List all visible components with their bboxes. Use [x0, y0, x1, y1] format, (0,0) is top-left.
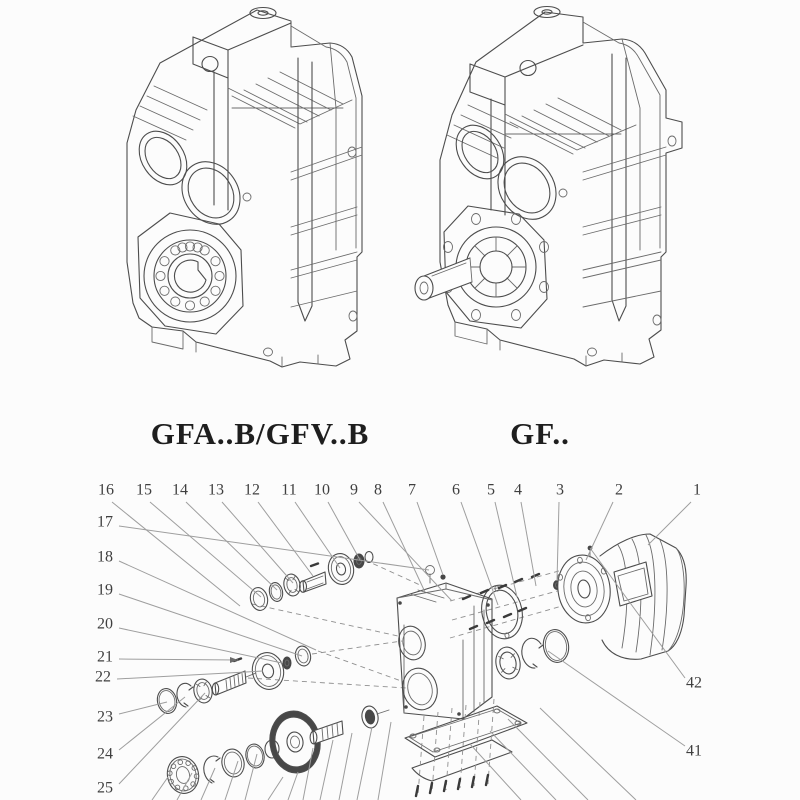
part-number-10: 10 [314, 481, 330, 499]
truncated-leader-line [508, 719, 588, 800]
truncated-leader-line [201, 768, 215, 800]
output-shaft-assembly [164, 705, 389, 797]
truncated-leader-line [470, 744, 521, 800]
part-number-2: 2 [615, 481, 623, 499]
leader-line-41 [548, 651, 685, 746]
part-number-6: 6 [452, 481, 460, 499]
leader-line-21 [119, 659, 238, 660]
leader-line-17 [119, 526, 429, 570]
part-number-20: 20 [97, 615, 113, 633]
leader-line-9 [359, 502, 452, 601]
part-number-21: 21 [97, 648, 113, 666]
truncated-leader-line [268, 777, 283, 800]
part-number-7: 7 [408, 481, 416, 499]
part-number-24: 24 [97, 745, 113, 763]
part-number-14: 14 [172, 481, 188, 499]
leader-line-2 [586, 502, 613, 560]
bearing-roller-ring [156, 242, 224, 310]
gearbox-drawing-hollow-shaft [127, 8, 362, 368]
leader-line-18 [119, 561, 316, 650]
leader-line-24 [119, 697, 185, 750]
truncated-leader-line [225, 761, 238, 800]
part-number-16: 16 [98, 481, 114, 499]
truncated-leader-line [357, 727, 372, 800]
part-number-5: 5 [487, 481, 495, 499]
part-number-18: 18 [97, 548, 113, 566]
part-number-41: 41 [686, 742, 702, 760]
leader-line-4 [521, 502, 536, 586]
part-number-3: 3 [556, 481, 564, 499]
part-number-13: 13 [208, 481, 224, 499]
truncated-leader-line [303, 748, 313, 800]
housing-bottom-cover [405, 699, 527, 796]
truncated-leader-line [378, 722, 391, 800]
leader-line-25 [119, 693, 205, 784]
model-label-gfab-gfvb: GFA..B/GFV..B [150, 416, 370, 451]
exploded-diagram [95, 482, 702, 800]
part-number-4: 4 [514, 481, 522, 499]
part-number-8: 8 [374, 481, 382, 499]
leader-line-12 [258, 502, 313, 576]
part-number-12: 12 [244, 481, 260, 499]
intermediate-shaft-assembly [155, 645, 312, 716]
truncated-leader-line [490, 731, 556, 800]
part-number-22: 22 [95, 668, 111, 686]
leader-line-1 [648, 502, 691, 545]
part-number-11: 11 [281, 481, 297, 499]
part-number-23: 23 [97, 708, 113, 726]
leader-line-8 [383, 502, 425, 592]
gearbox-drawing-solid-shaft [415, 7, 682, 367]
part-number-17: 17 [97, 513, 113, 531]
truncated-leader-line [320, 740, 333, 800]
input-shaft-assembly [248, 551, 373, 612]
part-number-19: 19 [97, 581, 113, 599]
leader-line-3 [557, 502, 559, 581]
truncated-leader-line [152, 777, 168, 800]
bearing-spokes [466, 237, 526, 297]
gear-housing [395, 566, 492, 720]
part-number-25: 25 [97, 779, 113, 797]
part-number-15: 15 [136, 481, 152, 499]
part-number-42: 42 [686, 674, 702, 692]
leader-line-7 [417, 502, 443, 575]
truncated-leader-line [288, 772, 298, 800]
truncated-leader-line [540, 708, 636, 800]
leader-line-16 [112, 502, 240, 606]
motor [554, 534, 687, 659]
leader-line-5 [495, 502, 517, 597]
part-number-9: 9 [350, 481, 358, 499]
part-number-1: 1 [693, 481, 701, 499]
truncated-leader-line [339, 733, 352, 800]
leader-line-6 [461, 502, 498, 605]
leader-line-19 [119, 594, 302, 656]
leader-line-10 [328, 502, 360, 560]
leader-line-20 [119, 628, 282, 663]
model-label-gf: GF.. [510, 416, 570, 451]
